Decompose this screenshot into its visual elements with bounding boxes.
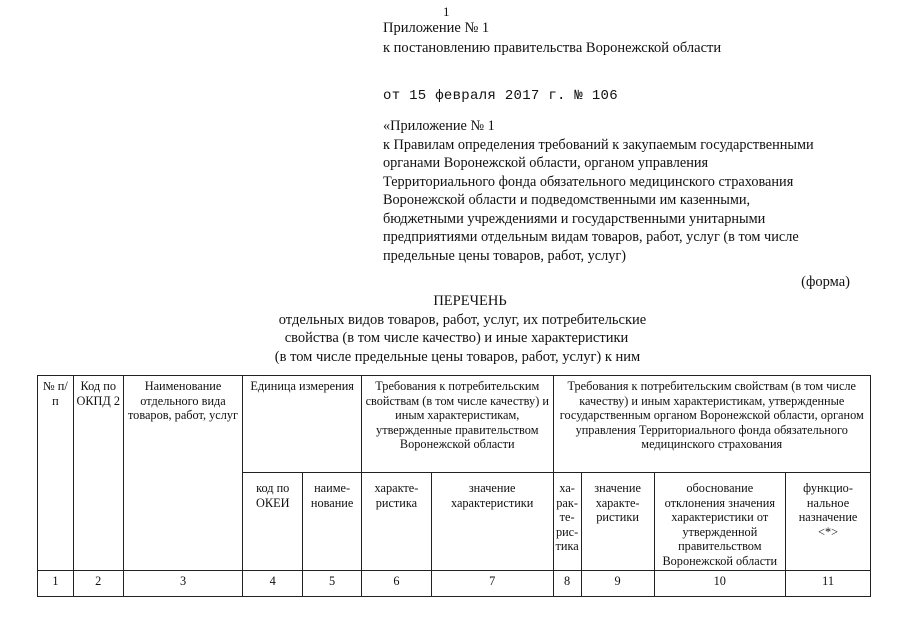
rules-line: органами Воронежской области, органом управления [383, 155, 709, 171]
column-number-cell: 11 [786, 571, 871, 597]
header-cell-characteristic-value: значение характеристики [431, 473, 553, 571]
rules-line: бюджетными учреждениями и государственными унитарными [383, 210, 766, 227]
rules-line: к Правилам определения требований к закупаемым государственными [383, 136, 814, 153]
heading-main: ПЕРЕЧЕНЬ [433, 293, 507, 309]
appendix-block [383, 18, 721, 58]
rules-line: Территориального фонда обязательного медицинского страхования [383, 173, 794, 190]
header-cell-okei-code: код по ОКЕИ [243, 473, 303, 571]
column-number-cell: 8 [553, 571, 581, 597]
header-cell-characteristic: характе-ристика [362, 473, 432, 571]
rules-block [383, 117, 873, 265]
rules-line: предприятиями отдельным видам товаров, работ, услуг (в том числе [383, 229, 799, 245]
header-cell-gov-requirements: Требования к потребительским свойствам (в том числе качеству) и иным характеристикам, утвержденные правительством Воронежской области [362, 376, 553, 473]
header-cell-purpose: функцио-нальное назначение <*> [786, 473, 871, 571]
column-number-cell: 9 [581, 571, 654, 597]
header-cell-characteristic-2: ха-рак-те-рис-тика [553, 473, 581, 571]
header-cell-characteristic-value-2: значение характе-ристики [581, 473, 654, 571]
table-numbers-row [38, 571, 871, 597]
rules-title: «Приложение № 1 [383, 118, 495, 134]
requirements-table [37, 375, 871, 597]
form-note: (форма) [801, 274, 850, 290]
heading-line: отдельных видов товаров, работ, услуг, их потребительские [278, 311, 647, 328]
header-cell-item-name: Наименование отдельного вида товаров, работ, услуг [123, 376, 243, 571]
list-heading [0, 292, 905, 366]
rules-line: Воронежской области и подведомственными им казенными, [383, 192, 751, 208]
header-cell-unit-group: Единица измерения [243, 376, 362, 473]
page-number: 1 [443, 4, 450, 19]
header-cell-unit-name: наиме-нование [303, 473, 362, 571]
column-number-cell: 4 [243, 571, 303, 597]
column-number-cell: 6 [362, 571, 432, 597]
header-cell-number: № п/п [38, 376, 74, 571]
appendix-to: к постановлению правительства Воронежской области [383, 40, 722, 56]
column-number-cell: 1 [38, 571, 74, 597]
heading-line: (в том числе предельные цены товаров, работ, услуг) к ним [274, 348, 641, 365]
decree-line: от 15 февраля 2017 г. № 106 [383, 88, 618, 104]
heading-line: свойства (в том числе качество) и иные характеристики [284, 330, 629, 346]
column-number-cell: 7 [431, 571, 553, 597]
rules-line: предельные цены товаров, работ, услуг) [383, 247, 626, 264]
header-cell-org-requirements: Требования к потребительским свойствам (в том числе качеству) и иным характеристикам, утвержденные государственным органом Воронежской области, органом управления Территориального фонда обязательного медицинского страхования [553, 376, 870, 473]
column-number-cell: 2 [73, 571, 123, 597]
column-number-cell: 3 [123, 571, 243, 597]
header-cell-justification: обоснование отклонения значения характеристики от утвержденной правительством Воронежской области [654, 473, 786, 571]
column-number-cell: 5 [303, 571, 362, 597]
header-cell-okpd: Код по ОКПД 2 [73, 376, 123, 571]
column-number-cell: 10 [654, 571, 786, 597]
appendix-title: Приложение № 1 [383, 20, 490, 36]
table-header-row [38, 376, 871, 473]
